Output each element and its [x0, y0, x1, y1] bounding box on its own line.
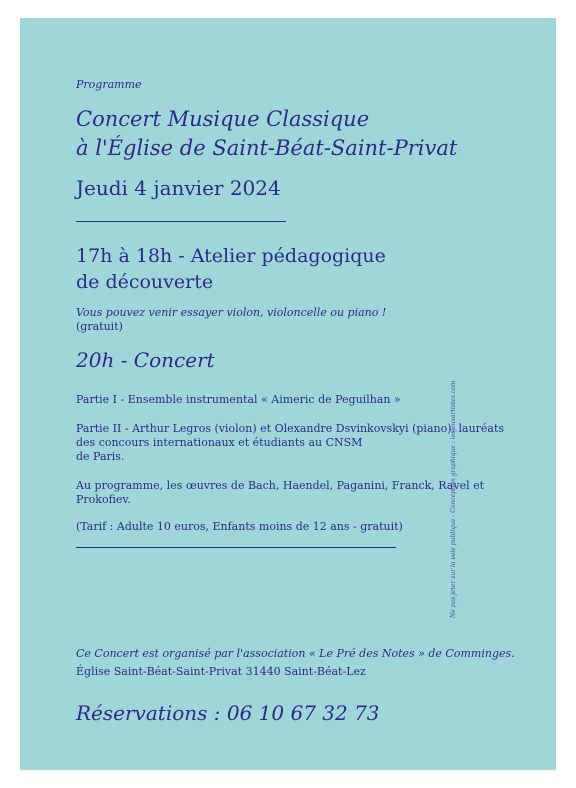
organizer-note: Ce Concert est organisé par l'association « Le Pré des Notes » de Comminges. — [76, 647, 515, 660]
event-date: Jeudi 4 janvier 2024 — [76, 176, 281, 200]
part-2-line-2: des concours internationaux et étudiants au CNSM — [76, 436, 363, 449]
part-2-line-3: de Paris. — [76, 450, 125, 463]
concert-program — [76, 479, 484, 507]
side-credit-note: Ne pas jeter sur la voie publique - Conception graphique : lesjeuxartistes.com — [450, 380, 457, 618]
title-line-2: à l'Église de Saint-Béat-Saint-Privat — [76, 136, 458, 160]
concert-part-1: Partie I - Ensemble instrumental « Aimeric de Peguilhan » — [76, 393, 401, 406]
workshop-heading — [76, 243, 386, 295]
concert-main-title — [76, 105, 457, 163]
title-line-1: Concert Musique Classique — [76, 107, 370, 131]
venue-address: Église Saint-Béat-Saint-Privat 31440 Saint-Béat-Lez — [76, 665, 366, 678]
program-line-2: Prokofiev. — [76, 493, 131, 506]
program-label: Programme — [76, 78, 142, 91]
workshop-heading-line-1: 17h à 18h - Atelier pédagogique — [76, 245, 386, 267]
reservations-phone: Réservations : 06 10 67 32 73 — [76, 701, 380, 725]
divider-top — [76, 221, 286, 222]
workshop-heading-line-2: de découverte — [76, 271, 214, 293]
concert-tarif: (Tarif : Adulte 10 euros, Enfants moins de 12 ans - gratuit) — [76, 520, 403, 533]
workshop-description: Vous pouvez venir essayer violon, violoncelle ou piano ! — [76, 306, 387, 319]
workshop-price: (gratuit) — [76, 320, 123, 333]
part-2-line-1: Partie II - Arthur Legros (violon) et Olexandre Dsvinkovskyi (piano), lauréats — [76, 422, 505, 435]
divider-bottom — [76, 547, 396, 548]
concert-part-2 — [76, 422, 504, 464]
program-line-1: Au programme, les œuvres de Bach, Haendel, Paganini, Franck, Ravel et — [76, 479, 485, 492]
concert-heading: 20h - Concert — [76, 348, 215, 372]
poster — [20, 18, 556, 770]
